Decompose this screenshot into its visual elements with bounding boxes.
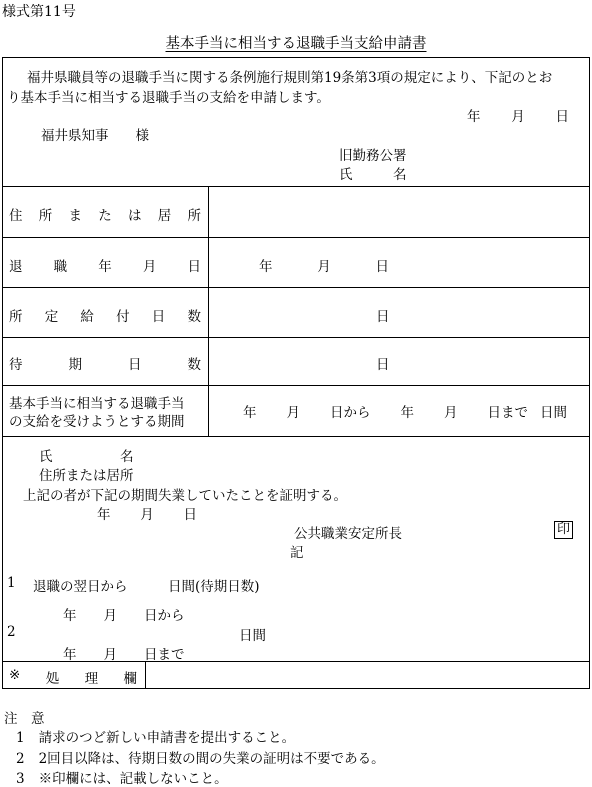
addressee: 福井県知事 様 xyxy=(41,128,149,144)
item2-from[interactable]: 年 月 日から xyxy=(63,608,185,624)
processing-field xyxy=(149,663,585,687)
certificate-date[interactable]: 年 月 日 xyxy=(97,507,197,523)
row-period-value[interactable]: 年 月 日から 年 月 日まで 日間 xyxy=(243,405,567,421)
row-divider xyxy=(3,337,589,338)
former-office-label: 旧勤務公署 xyxy=(339,148,407,164)
certificate-name-label: 氏 名 xyxy=(39,449,134,465)
row-period-label-line2: の支給を受けようとする期間 xyxy=(9,414,185,430)
employment-office-label: 公共職業安定所長 xyxy=(294,526,402,542)
date-month-unit: 月 xyxy=(511,109,525,125)
row-divider xyxy=(3,436,589,437)
row-waiting-days-value[interactable]: 日 xyxy=(376,357,390,373)
row-waiting-days-label: 待 期 日 数 xyxy=(9,357,201,373)
row-divider xyxy=(3,237,589,238)
note-item: 1 請求のつど新しい申請書を提出すること。 xyxy=(16,730,296,746)
item2-to[interactable]: 年 月 日まで xyxy=(63,647,185,663)
row-retirement-date-value[interactable]: 年 月 日 xyxy=(259,259,389,275)
item2-days[interactable]: 日間 xyxy=(239,628,266,644)
row-divider xyxy=(3,287,589,288)
row-period-label-line1: 基本手当に相当する退職手当 xyxy=(9,396,185,412)
ki-mark: 記 xyxy=(290,545,304,561)
row-benefit-days-value[interactable]: 日 xyxy=(376,309,390,325)
notes-title: 注 意 xyxy=(4,711,45,727)
note-item: 2 2回目以降は、待期日数の間の失業の証明は不要である。 xyxy=(16,751,385,767)
processing-divider xyxy=(145,661,146,689)
date-day-unit: 日 xyxy=(555,109,569,125)
row-divider xyxy=(3,186,589,187)
certificate-address-label: 住所または居所 xyxy=(39,468,134,484)
label-column-divider xyxy=(208,186,209,436)
form-title-text: 基本手当に相当する退職手当支給申請書 xyxy=(165,36,427,52)
form-title xyxy=(0,32,592,53)
application-body-line1: 福井県職員等の退職手当に関する条例施行規則第19条第3項の規定により、下記のとお xyxy=(27,70,553,86)
processing-label: ※ 処 理 欄 xyxy=(9,667,137,687)
form-number: 様式第11号 xyxy=(2,4,76,20)
row-address-value[interactable] xyxy=(213,188,587,236)
row-divider xyxy=(3,385,589,386)
certificate-statement: 上記の者が下記の期間失業していたことを証明する。 xyxy=(23,488,347,504)
row-retirement-date-label: 退 職 年 月 日 xyxy=(9,259,201,275)
application-date[interactable] xyxy=(467,105,569,125)
date-year-unit: 年 xyxy=(467,109,481,125)
item1-text[interactable]: 退職の翌日から 日間(待期日数) xyxy=(33,579,260,595)
item1-number: 1 xyxy=(7,575,16,591)
row-address-label: 住 所 ま た は 居 所 xyxy=(9,208,201,224)
note-item: 3 ※印欄には、記載しないこと。 xyxy=(16,771,228,787)
row-benefit-days-label: 所 定 給 付 日 数 xyxy=(9,309,201,325)
row-divider xyxy=(3,661,589,662)
applicant-name-label: 氏 名 xyxy=(339,167,407,183)
seal-mark: 印 xyxy=(554,521,573,539)
application-body-line2: り基本手当に相当する退職手当の支給を申請します。 xyxy=(7,90,330,106)
item2-number: 2 xyxy=(7,624,16,640)
form-frame xyxy=(2,57,590,689)
